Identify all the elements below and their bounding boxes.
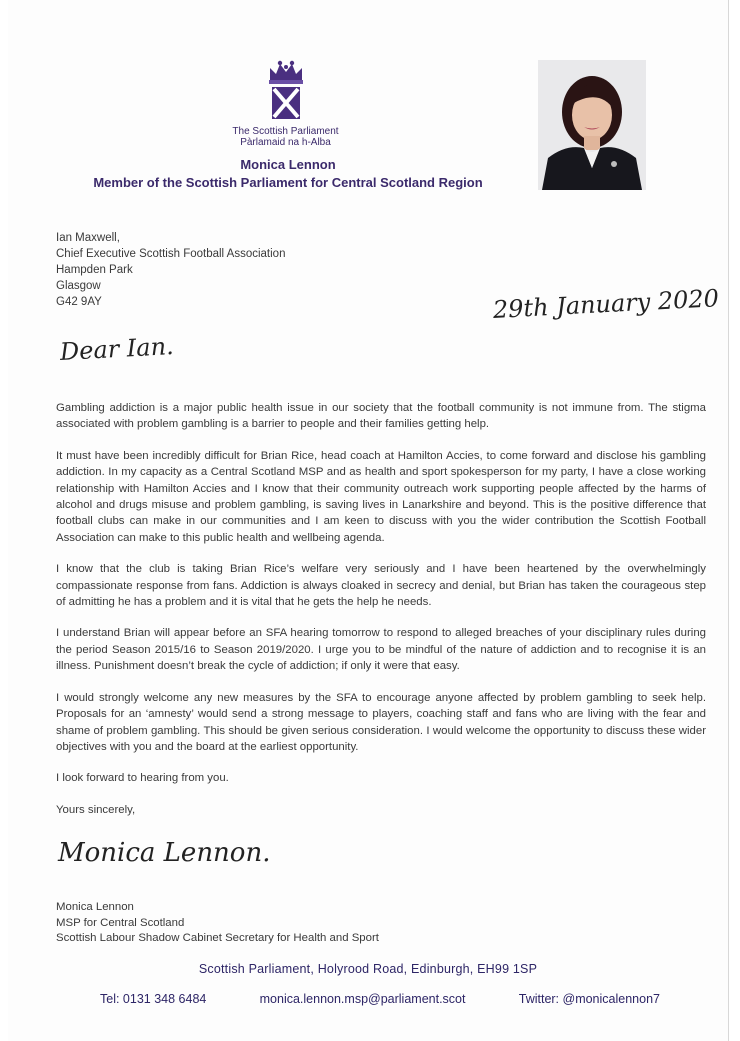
footer-twitter[interactable]: Twitter: @monicalennon7 [518,992,660,1006]
address-line: Hampden Park [56,264,133,276]
footer-email[interactable]: monica.lennon.msp@parliament.scot [259,992,466,1006]
letter-page [8,0,729,1041]
address-line: Ian Maxwell, [56,232,120,244]
signature-block [56,900,379,947]
signer-role: Scottish Labour Shadow Cabinet Secretary for Health and Sport [56,932,379,944]
closing-phrase: Yours sincerely, [56,803,136,816]
member-portrait-photo [538,60,646,190]
body-paragraph: It must have been incredibly difficult for Brian Rice, head coach at Hamilton Accies, to come forward and disclose his gambling addiction. In my capacity as a Central Scotland MSP and as health and sport spokesperson for my party, I have a close working relationship with Hamilton Accies and I know that their community outreach work supporting people affected by the harms of alcohol and drugs misuse and problem gambling, is saving lives in Lanarkshire and beyond. This is the positive difference that football clubs can make in our communities and I am keen to discuss with you the wider contribution the Scottish Football Association can make to this public health and wellbeing agenda. [56,449,706,544]
footer-address: Scottish Parliament, Holyrood Road, Edinburgh, EH99 1SP [198,962,538,976]
parliament-name [208,126,363,148]
member-role: Member of the Scottish Parliament for Central Scotland Region [93,175,483,190]
signer-title: MSP for Central Scotland [56,916,185,929]
address-line: G42 9AY [56,296,102,308]
body-paragraph: I would strongly welcome any new measures by the SFA to encourage anyone affected by problem gambling to seek help. Proposals for an ‘amnesty’ would send a strong message to players, coaching staff and fans who are living with the fear and shame of problem gambling. This should be given serious consideration. I would welcome the opportunity to discuss these wider objectives with you and the board at the earliest opportunity. [56,691,706,753]
address-line: Chief Executive Scottish Football Association [56,248,286,260]
member-name: Monica Lennon [240,157,336,172]
body-paragraph: Gambling addiction is a major public health issue in our society that the football community is not immune from. The stigma associated with problem gambling is a barrier to people and their families getting help. [56,402,706,431]
parliament-name-english: The Scottish Parliament [232,126,339,137]
signer-name: Monica Lennon [56,901,134,913]
footer-contact [100,992,660,1006]
letter-body [56,400,706,833]
parliament-name-gaelic: Pàrlamaid na h-Alba [240,137,331,148]
body-paragraph: I look forward to hearing from you. [56,772,229,785]
footer-telephone: Tel: 0131 348 6484 [100,992,207,1006]
recipient-address [56,230,285,310]
handwritten-date: 29th January 2020 [492,284,720,324]
scottish-parliament-crest-icon [266,60,306,122]
handwritten-signature: Monica Lennon. [58,838,271,868]
body-paragraph: I understand Brian will appear before an SFA hearing tomorrow to respond to alleged breaches of your disciplinary rules during the period Season 2015/16 to Season 2019/2020. I urge you to be mindful of the nature of addiction and to recognise it is an illness. Punishment doesn’t break the cycle of addiction; if only it were that easy. [56,627,706,673]
address-line: Glasgow [56,280,101,292]
body-paragraph: I know that the club is taking Brian Rice’s welfare very seriously and I have been heartened by the overwhelmingly compassionate response from fans. Addiction is always cloaked in secrecy and denial, but Brian has taken the courageous step of admitting he has a problem and it is vital that he gets the help he needs. [56,563,706,609]
handwritten-salutation: Dear Ian. [59,332,175,366]
